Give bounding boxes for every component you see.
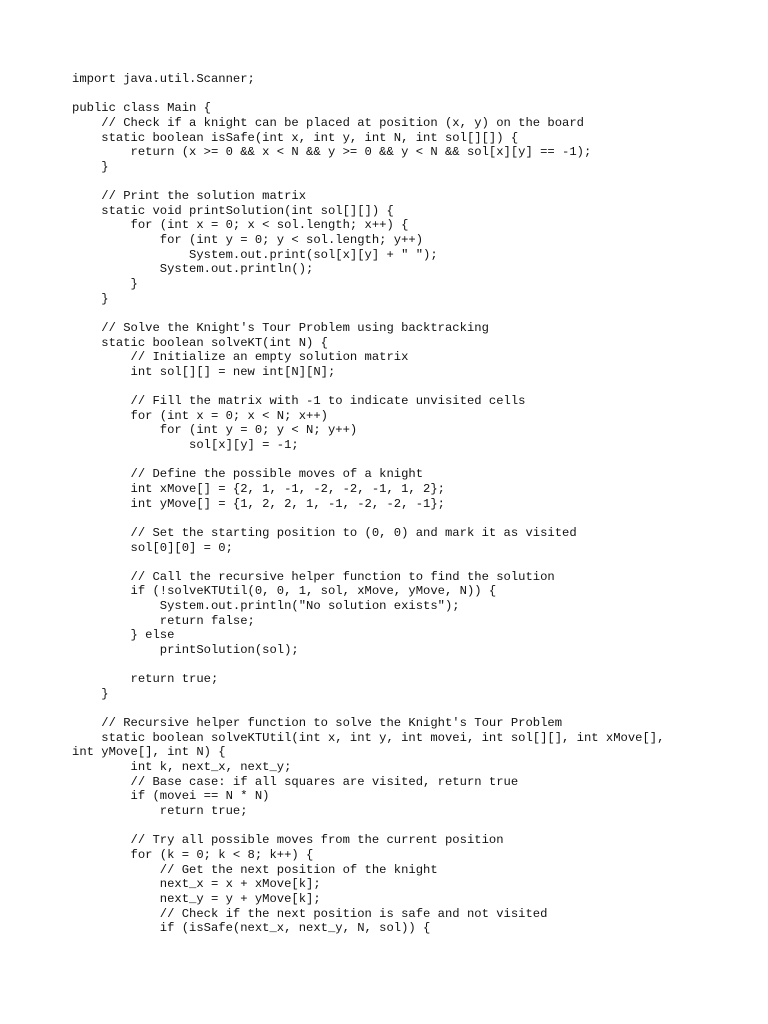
- code-line: return true;: [72, 672, 219, 687]
- code-line: } else: [72, 628, 175, 643]
- code-line: }: [72, 159, 109, 174]
- code-line: System.out.println();: [72, 262, 314, 277]
- code-line: if (isSafe(next_x, next_y, N, sol)) {: [72, 921, 431, 936]
- code-line: for (int x = 0; x < sol.length; x++) {: [72, 218, 409, 233]
- code-line: [72, 702, 752, 717]
- code-line: return false;: [72, 613, 255, 628]
- code-line: }: [72, 276, 138, 291]
- code-line: // Initialize an empty solution matrix: [72, 350, 409, 365]
- code-line: for (int x = 0; x < N; x++): [72, 408, 328, 423]
- code-line: int yMove[] = {1, 2, 2, 1, -1, -2, -2, -1};: [72, 496, 445, 511]
- code-line: [72, 174, 752, 189]
- code-line: sol[0][0] = 0;: [72, 540, 233, 555]
- code-line: static boolean isSafe(int x, int y, int N, int sol[][]) {: [72, 130, 519, 145]
- code-line: [72, 511, 752, 526]
- code-line: // Recursive helper function to solve the Knight's Tour Problem: [72, 716, 563, 731]
- code-line: if (!solveKTUtil(0, 0, 1, sol, xMove, yMove, N)) {: [72, 584, 497, 599]
- code-line: // Get the next position of the knight: [72, 862, 438, 877]
- code-line: static boolean solveKTUtil(int x, int y, int movei, int sol[][], int xMove[],: [72, 730, 665, 745]
- code-line: for (int y = 0; y < N; y++): [72, 423, 358, 438]
- code-line: int xMove[] = {2, 1, -1, -2, -2, -1, 1, 2};: [72, 481, 445, 496]
- code-line: [72, 379, 752, 394]
- code-line: return true;: [72, 804, 248, 819]
- code-line: // Call the recursive helper function to find the solution: [72, 569, 555, 584]
- code-line: [72, 819, 752, 834]
- code-line: // Solve the Knight's Tour Problem using backtracking: [72, 320, 489, 335]
- code-line: // Check if the next position is safe and not visited: [72, 906, 548, 921]
- code-line: next_y = y + yMove[k];: [72, 891, 321, 906]
- code-line: System.out.println("No solution exists");: [72, 599, 460, 614]
- code-line: System.out.print(sol[x][y] + " ");: [72, 247, 438, 262]
- code-line: // Base case: if all squares are visited, return true: [72, 774, 519, 789]
- code-line: // Set the starting position to (0, 0) and mark it as visited: [72, 525, 577, 540]
- code-line: }: [72, 291, 109, 306]
- code-line: sol[x][y] = -1;: [72, 438, 299, 453]
- code-line: }: [72, 686, 109, 701]
- code-line: next_x = x + xMove[k];: [72, 877, 321, 892]
- code-line: [72, 87, 752, 102]
- code-line: [72, 306, 752, 321]
- code-line: // Print the solution matrix: [72, 189, 307, 204]
- code-line: // Define the possible moves of a knight: [72, 467, 424, 482]
- code-line: for (int y = 0; y < sol.length; y++): [72, 233, 424, 248]
- code-line: [72, 453, 752, 468]
- code-listing: [72, 72, 752, 936]
- code-line: printSolution(sol);: [72, 642, 299, 657]
- code-line: if (movei == N * N): [72, 789, 270, 804]
- code-line: public class Main {: [72, 101, 211, 116]
- code-line: return (x >= 0 && x < N && y >= 0 && y < N && sol[x][y] == -1);: [72, 145, 592, 160]
- code-line: static boolean solveKT(int N) {: [72, 335, 328, 350]
- code-line: // Check if a knight can be placed at position (x, y) on the board: [72, 115, 584, 130]
- code-line: for (k = 0; k < 8; k++) {: [72, 847, 314, 862]
- code-line: int sol[][] = new int[N][N];: [72, 364, 336, 379]
- code-line: static void printSolution(int sol[][]) {: [72, 203, 394, 218]
- code-line: [72, 658, 752, 673]
- code-line: // Fill the matrix with -1 to indicate unvisited cells: [72, 394, 526, 409]
- code-line: int k, next_x, next_y;: [72, 760, 292, 775]
- code-line: int yMove[], int N) {: [72, 745, 226, 760]
- code-line: [72, 555, 752, 570]
- code-line: // Try all possible moves from the current position: [72, 833, 504, 848]
- code-line: import java.util.Scanner;: [72, 72, 255, 86]
